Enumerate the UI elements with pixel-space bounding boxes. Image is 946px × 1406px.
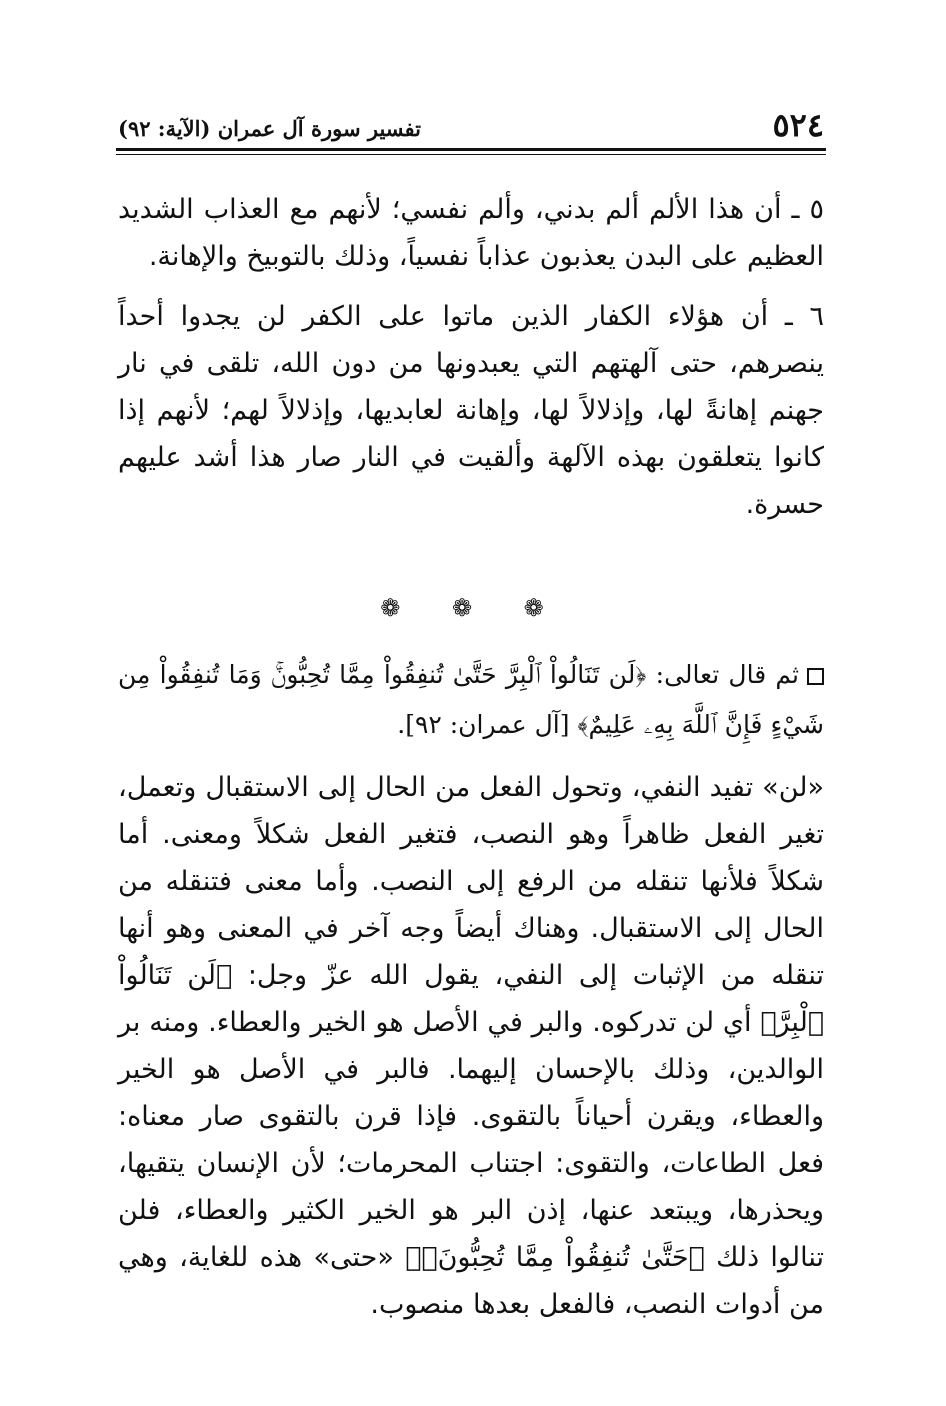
running-title: تفسير سورة آل عمران (الآية: ٩٢): [118, 116, 421, 141]
section-top: [118, 186, 824, 528]
page-number: ٥٢٤: [772, 106, 824, 144]
paragraph-explanation: «لن» تفيد النفي، وتحول الفعل من الحال إلى الاستقبال وتعمل، تغير الفعل ظاهراً وهو النصب، فتغير الفعل شكلاً ومعنى. أما شكلاً فلأنها تنقله من الرفع إلى النصب. وأما معنى فتنقله من الحال إلى الاستقبال. وهناك أيضاً وجه آخر في المعنى وهو أنها تنقله من الإثبات إلى النفي، يقول الله عزّ وجل: ﴿لَن تَنَالُواْ ٱلْبِرَّ﴾ أي لن تدركوه. والبر في الأصل هو الخير والعطاء. ومنه بر الوالدين، وذلك بالإحسان إليهما. فالبر في الأصل هو الخير والعطاء، ويقرن أحياناً بالتقوى. فإذا قرن بالتقوى صار معناه: فعل الطاعات، والتقوى: اجتناب المحرمات؛ لأن الإنسان يتقيها، ويحذرها، ويبتعد عنها، إذن البر هو الخير الكثير والعطاء، فلن تنالوا ذلك ﴿حَتَّىٰ تُنفِقُواْ مِمَّا تُحِبُّونَۚ﴾ «حتى» هذه للغاية، وهي من أدوات النصب، فالفعل بعدها منصوب.: [118, 772, 824, 1320]
paragraph-point-5: ٥ ـ أن هذا الألم ألم بدني، وألم نفسي؛ لأنهم مع العذاب الشديد العظيم على البدن يعذبون عذاباً نفسياً، وذلك بالتوبيخ والإهانة.: [118, 194, 824, 272]
header-rule: [116, 148, 826, 151]
square-outline-icon: [807, 668, 824, 685]
quran-verse-block: [118, 650, 824, 750]
section-bottom: [118, 764, 824, 1328]
header-rule-thin: [116, 154, 826, 155]
section-separator: ❁ ❁ ❁: [380, 594, 566, 622]
quran-verse-text: ثم قال تعالى: ﴿لَن تَنَالُواْ ٱلْبِرَّ حَتَّىٰ تُنفِقُواْ مِمَّا تُحِبُّونَۚ وَمَا تُنفِقُواْ مِن شَيْءٍ فَإِنَّ ٱللَّهَ بِهِۦ عَلِيمٌ﴾ [آل عمران: ٩٢].: [118, 660, 824, 739]
paragraph-point-6: ٦ ـ أن هؤلاء الكفار الذين ماتوا على الكفر لن يجدوا أحداً ينصرهم، حتى آلهتهم التي يعبدونها من دون الله، تلقى في نار جهنم إهانةً لها، وإذلالاً لها، وإهانة لعابديها، وإذلالاً لهم؛ لأنهم إذا كانوا يتعلقون بهذه الآلهة وألقيت في النار صار هذا أشد عليهم حسرة.: [118, 301, 824, 520]
page-header: [118, 100, 824, 152]
